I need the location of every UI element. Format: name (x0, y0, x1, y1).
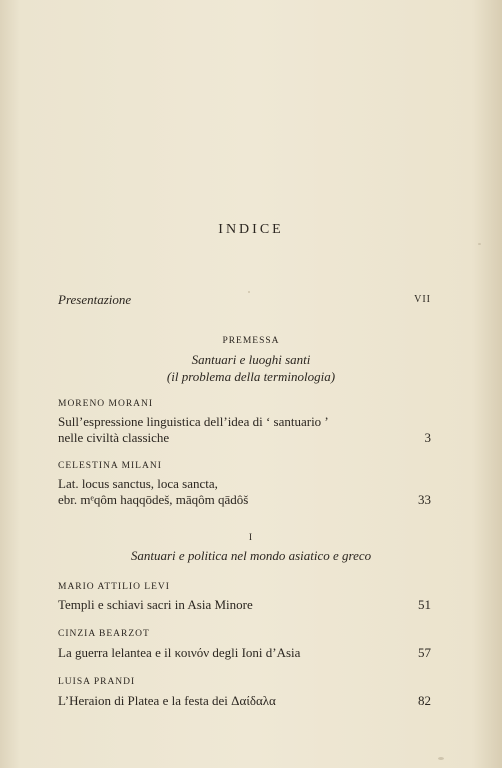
section-number: I (248, 533, 254, 543)
entry-author: MARIO ATTILIO LEVI (58, 582, 170, 592)
premessa-subtitle-2: (il problema della terminologia) (166, 369, 336, 384)
entry-title-line-1: Lat. locus sanctus, loca sancta, (58, 476, 218, 491)
entry-author: MORENO MORANI (58, 399, 154, 409)
paper-speck (438, 757, 444, 760)
entry-page-number: 82 (418, 693, 431, 708)
premessa-subtitle-1: Santuari e luoghi santi (191, 352, 311, 367)
entry-title-line-2: ebr. mᵉqôm haqqōdeš, māqôm qādôš (58, 492, 249, 507)
presentazione-label: Presentazione (58, 292, 132, 307)
entry-title-line-1: Sull’espressione linguistica dell’idea di ‘ santuario ’ (58, 414, 329, 429)
entry-title-line-1: Templi e schiavi sacri in Asia Minore (58, 597, 253, 612)
entry-author: CINZIA BEARZOT (58, 629, 150, 639)
entry-title-line-2: nelle civiltà classiche (58, 430, 170, 445)
entry-page-number: 51 (418, 597, 431, 612)
entry-author: LUISA PRANDI (58, 677, 136, 687)
entry-page-number: 3 (424, 430, 431, 445)
presentazione-page: VII (414, 294, 431, 305)
section-subtitle: Santuari e politica nel mondo asiatico e greco (130, 548, 372, 563)
entry-page-number: 57 (418, 645, 431, 660)
paper-speck (478, 243, 481, 245)
entry-page-number: 33 (418, 492, 431, 507)
paper-speck (248, 291, 250, 293)
entry-author: CELESTINA MILANI (58, 461, 162, 471)
entry-title-line-1: La guerra lelantea e il κοινόν degli Ioni d’Asia (58, 645, 301, 660)
entry-title-line-1: L’Heraion di Platea e la festa dei Δαίδαλα (58, 693, 276, 708)
page-title: INDICE (218, 222, 284, 237)
premessa-heading: PREMESSA (222, 336, 280, 346)
